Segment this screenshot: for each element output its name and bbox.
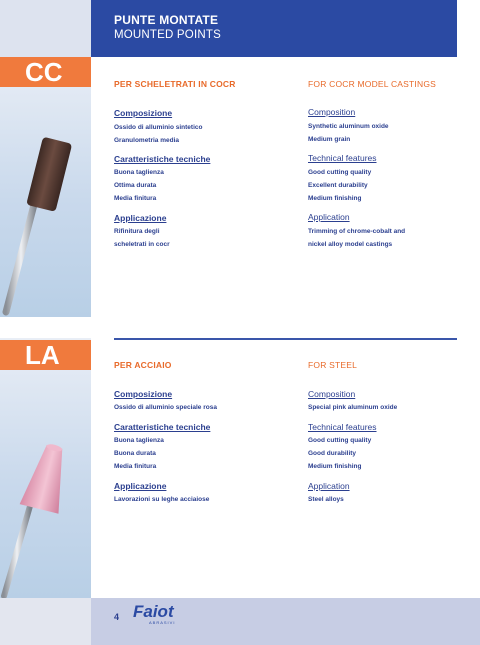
product-photo-la bbox=[0, 338, 91, 598]
application-text-en: Trimming of chrome-cobalt and nickel alloy model castings bbox=[308, 228, 406, 248]
application-label-it: Applicazione bbox=[114, 213, 167, 223]
features-text-it: Buona taglienza Ottima durata Media finitura bbox=[114, 169, 164, 202]
composition-label-en: Composition bbox=[308, 107, 356, 117]
faiot-logo bbox=[131, 602, 191, 631]
application-text-it: Lavorazioni su leghe acciaiose bbox=[114, 496, 210, 503]
features-text-en: Good cutting quality Good durability Medium finishing bbox=[308, 437, 372, 470]
svg-text:Faiot: Faiot bbox=[133, 602, 174, 621]
composition-text-it: Ossido di alluminio speciale rosa bbox=[114, 404, 217, 411]
features-label-en: Technical features bbox=[308, 422, 377, 432]
code-label-cc: CC bbox=[0, 57, 91, 87]
composition-text-it: Ossido di alluminio sintetico Granulometria media bbox=[114, 124, 203, 144]
composition-label-it: Composizione bbox=[114, 108, 173, 118]
product-photo-cc bbox=[0, 57, 91, 317]
composition-label-it: Composizione bbox=[114, 389, 173, 399]
features-text-it: Buona taglienza Buona durata Media finitura bbox=[114, 437, 164, 470]
features-text-en: Good cutting quality Excellent durability Medium finishing bbox=[308, 169, 372, 202]
composition-label-en: Composition bbox=[308, 389, 356, 399]
features-label-en: Technical features bbox=[308, 153, 377, 163]
application-text-en: Steel alloys bbox=[308, 496, 344, 503]
code-label-la: LA bbox=[0, 340, 91, 370]
application-text-it: Rifinitura degli scheletrati in cocr bbox=[114, 228, 170, 248]
composition-text-en: Synthetic aluminum oxide Medium grain bbox=[308, 123, 389, 143]
section-heading-it: PER SCHELETRATI IN COCR bbox=[114, 79, 236, 89]
composition-text-en: Special pink aluminum oxide bbox=[308, 404, 398, 411]
page-title: PUNTE MONTATE bbox=[114, 13, 219, 27]
application-label-it: Applicazione bbox=[114, 481, 167, 491]
mounted-point-cc-illustration bbox=[0, 57, 91, 317]
section-heading-it: PER ACCIAIO bbox=[114, 360, 172, 370]
section-heading-en: FOR COCR MODEL CASTINGS bbox=[308, 79, 437, 89]
mounted-point-la-illustration bbox=[0, 338, 91, 598]
footer-left-block bbox=[0, 598, 91, 645]
section-divider bbox=[114, 338, 457, 340]
application-label-en: Application bbox=[308, 481, 350, 491]
section-heading-en: FOR STEEL bbox=[308, 360, 358, 370]
page-number: 4 bbox=[114, 612, 120, 622]
application-label-en: Application bbox=[308, 212, 350, 222]
header-left-block bbox=[0, 0, 91, 57]
svg-text:ABRASIVI: ABRASIVI bbox=[149, 620, 176, 625]
features-label-it: Caratteristiche tecniche bbox=[114, 422, 211, 432]
features-label-it: Caratteristiche tecniche bbox=[114, 154, 211, 164]
page-subtitle: MOUNTED POINTS bbox=[114, 29, 221, 41]
